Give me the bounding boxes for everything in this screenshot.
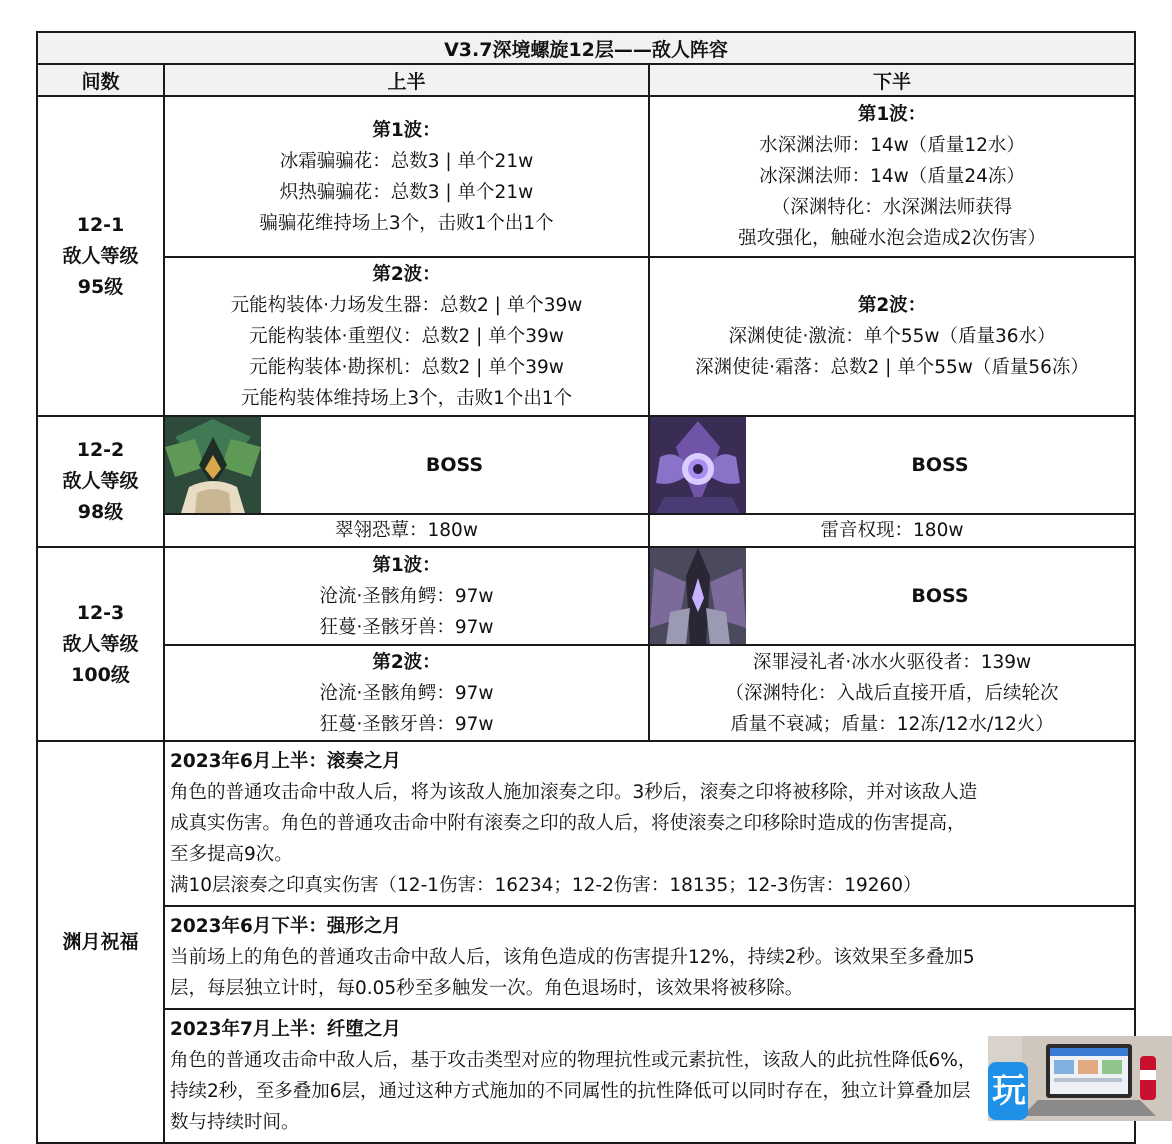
- floor-12-1-upper-wave1: [164, 96, 649, 257]
- enemy-line: 狂蔓·圣骸牙兽：97w: [319, 713, 494, 735]
- floor-label: 12-1: [76, 213, 125, 236]
- floor-12-1-upper-wave2: [164, 257, 649, 416]
- abyss-special-note: 盾量不衰减；盾量：12冻/12水/12火）: [730, 713, 1054, 735]
- enemy-line: 沧流·圣骸角鳄：97w: [319, 585, 494, 607]
- floor-12-3-upper-wave2: [164, 645, 649, 741]
- wave-note: 元能构装体维持场上3个，击败1个出1个: [240, 388, 573, 409]
- enemy-line: 元能构装体·重塑仪：总数2 | 单个39w: [249, 326, 564, 347]
- enemy-line: 深渊使徒·激流：单个55w（盾量36水）: [728, 326, 1056, 347]
- wave-title: 第2波：: [857, 295, 927, 316]
- blessing-text: 角色的普通攻击命中敌人后，将为该敌人施加滚奏之印。3秒后，滚奏之印将被移除，并对该敌人造: [170, 782, 978, 803]
- floor-12-3-lower-boss: [649, 547, 1135, 645]
- enemy-level: 100级: [71, 663, 130, 686]
- abyss-special-note: 强攻强化，触碰水泡会造成2次伤害）: [738, 228, 1046, 249]
- thunder-manifestation-portrait: [650, 417, 746, 513]
- blessing-text: 至多提高9次。: [170, 844, 293, 865]
- blessing-text: 数与持续时间。: [170, 1112, 300, 1133]
- enemy-line: 深渊使徒·霜落：总数2 | 单个55w（盾量56冻）: [695, 357, 1089, 378]
- enemy-line: 炽热骗骗花：总数3 | 单个21w: [279, 181, 534, 203]
- enemy-level: 98级: [77, 501, 124, 523]
- enemy-line: 狂蔓·圣骸牙兽：97w: [319, 616, 494, 638]
- enemy-line: 冰深渊法师：14w（盾量24冻）: [759, 166, 1025, 187]
- blessing-text: 持续2秒，至多叠加6层，通过这种方式施加的不同属性的抗性降低可以同时存在，独立计算叠加层: [170, 1081, 971, 1102]
- boss-tag: BOSS: [425, 454, 484, 476]
- header-room: 间数: [37, 64, 164, 96]
- blessing-item-2: [164, 906, 1135, 1009]
- boss-name: 翠翎恐蕈：180w: [164, 514, 649, 547]
- floor-12-2-upper-boss: [164, 416, 649, 514]
- floor-12-2-lower-boss: [649, 416, 1135, 514]
- wave-title: 第2波：: [372, 651, 441, 673]
- boss-tag: BOSS: [911, 585, 969, 607]
- enemy-lineup-table: [36, 31, 1136, 1144]
- blessing-title: 2023年7月上半：纤堕之月: [170, 1019, 401, 1040]
- floor-12-3-lower-boss-info: [649, 645, 1135, 741]
- wave-title: 第1波：: [372, 119, 441, 141]
- enemy-level-label: 敌人等级: [62, 244, 139, 267]
- blessing-text: 成真实伤害。角色的普通攻击命中附有滚奏之印的敌人后，将使滚奏之印移除时造成的伤害提高，: [170, 813, 966, 834]
- floor-12-2-cell: [37, 416, 164, 547]
- blessing-title: 2023年6月上半：滚奏之月: [170, 751, 401, 772]
- jadeplume-terrorshroom-portrait: [165, 417, 261, 513]
- floor-label: 12-3: [76, 601, 125, 624]
- blessing-text: 当前场上的角色的普通攻击命中敌人后，该角色造成的伤害提升12%，持续2秒。该效果至多叠加5: [170, 947, 975, 968]
- floor-12-3-cell: [37, 547, 164, 741]
- header-lower: 下半: [649, 64, 1135, 96]
- enemy-line: 沧流·圣骸角鳄：97w: [319, 682, 494, 704]
- enemy-line: 水深渊法师：14w（盾量12水）: [759, 135, 1025, 156]
- wave-title: 第2波：: [372, 264, 441, 285]
- floor-12-3-upper-wave1: [164, 547, 649, 645]
- blessing-label: 渊月祝福: [37, 741, 164, 1143]
- enemy-level-label: 敌人等级: [62, 470, 139, 492]
- enemy-line: 元能构装体·力场发生器：总数2 | 单个39w: [230, 295, 583, 316]
- abyss-special-note: （深渊特化：水深渊法师获得: [771, 197, 1013, 218]
- blessing-item-1: [164, 741, 1135, 906]
- abyss-special-note: （深渊特化：入战后直接开盾，后续轮次: [725, 682, 1059, 704]
- header-upper: 上半: [164, 64, 649, 96]
- blessing-text: 角色的普通攻击命中敌人后，基于攻击类型对应的物理抗性或元素抗性，该敌人的此抗性降低6%，: [170, 1050, 977, 1071]
- watermark-badge: [988, 1036, 1172, 1121]
- floor-12-1-lower-wave2: [649, 257, 1135, 416]
- enemy-line: 元能构装体·勘探机：总数2 | 单个39w: [249, 357, 564, 378]
- wave-note: 骗骗花维持场上3个，击败1个出1个: [259, 212, 554, 234]
- table-title: V3.7深境螺旋12层——敌人阵容: [37, 32, 1135, 64]
- blessing-text: 层，每层独立计时，每0.05秒至多触发一次。角色退场时，该效果将被移除。: [170, 978, 804, 999]
- floor-12-1-cell: [37, 96, 164, 416]
- abyss-herald-portrait: [650, 548, 746, 644]
- enemy-line: 冰霜骗骗花：总数3 | 单个21w: [279, 150, 534, 172]
- wave-title: 第1波：: [372, 554, 441, 576]
- enemy-level-label: 敌人等级: [62, 632, 139, 655]
- blessing-title: 2023年6月下半：强形之月: [170, 916, 401, 937]
- boss-name: 深罪浸礼者·冰水火驱役者：139w: [752, 651, 1032, 673]
- floor-12-1-lower-wave1: [649, 96, 1135, 257]
- wave-title: 第1波：: [857, 104, 927, 125]
- watermark-glyph-icon: 玩: [992, 1071, 1026, 1111]
- blessing-text: 满10层滚奏之印真实伤害（12-1伤害：16234；12-2伤害：18135；12-3伤害：19260）: [170, 875, 922, 896]
- boss-name: 雷音权现：180w: [649, 514, 1135, 547]
- boss-tag: BOSS: [911, 454, 969, 476]
- floor-label: 12-2: [76, 439, 125, 461]
- enemy-level: 95级: [77, 275, 124, 298]
